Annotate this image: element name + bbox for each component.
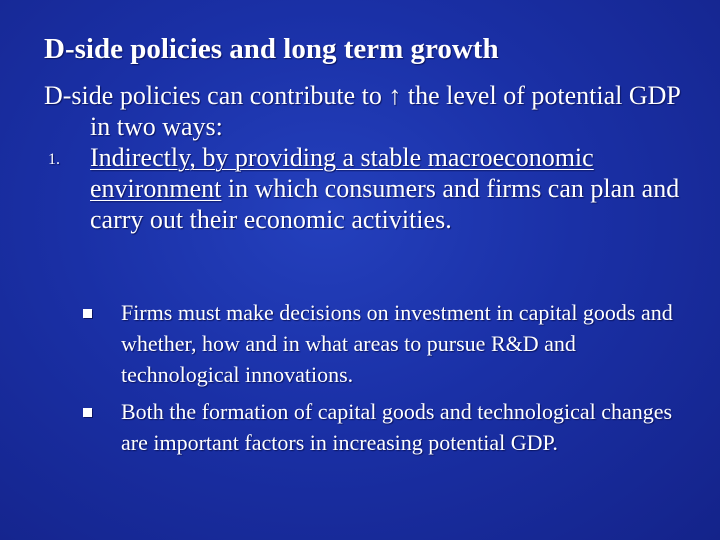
intro-text-end: the level of potential GDP in two ways:	[90, 81, 680, 141]
item-text: in which consumers and firms can plan and carry out their economic activities.	[90, 174, 680, 234]
intro-text-start: D-side policies can contribute to	[44, 81, 389, 110]
intro-paragraph	[44, 80, 684, 142]
list-item	[80, 396, 680, 458]
item-number: 1.	[48, 151, 60, 168]
sub-bullet-list	[80, 297, 680, 464]
up-arrow-icon: ↑	[388, 81, 402, 110]
list-item	[80, 297, 680, 390]
numbered-item	[44, 142, 684, 235]
square-bullet-icon	[83, 309, 92, 318]
slide-body	[44, 80, 684, 235]
slide-title: D-side policies and long term growth	[44, 33, 499, 65]
list-item-text: Firms must make decisions on investment in capital goods and whether, how and in what areas to pursue R&D and technological innovations.	[121, 300, 673, 387]
square-bullet-icon	[83, 408, 92, 417]
underlined-text: Indirectly, by providing a stable macroeconomic environment	[90, 143, 594, 203]
list-item-text: Both the formation of capital goods and technological changes are important factors in increasing potential GDP.	[121, 399, 673, 455]
